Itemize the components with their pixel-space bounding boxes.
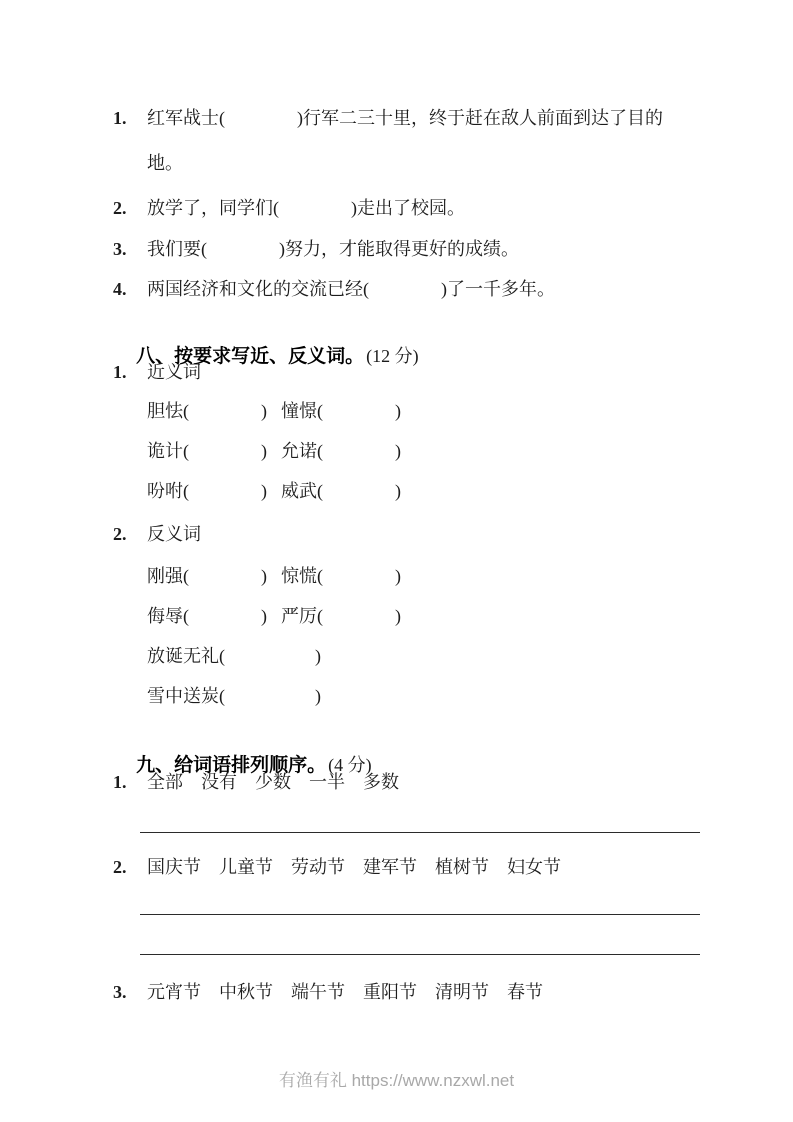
word-blank: 允诺( ) [281,441,401,461]
answer-line [140,954,700,955]
fill-item-2 [113,195,465,221]
word-blank: 惊慌( ) [281,566,401,586]
item-number: 3. [113,239,127,259]
word-blank: 憧憬( ) [281,401,401,421]
word-blank: 胆怯( ) [147,401,267,421]
item-number: 2. [113,198,127,218]
order-item-3 [113,979,543,1005]
word-blank: 刚强( ) [147,566,267,586]
item-number: 1. [113,362,127,382]
antonym-row-1 [147,563,401,589]
synonyms-label: 近义词 [147,362,201,382]
item-number: 4. [113,279,127,299]
section-eight-title: 八、按要求写近、反义词。 [136,346,365,367]
section-nine-title: 九、给词语排列顺序。 [136,755,327,776]
synonym-row-1 [147,398,401,424]
antonym-long-row-1 [147,643,321,669]
item-text: 两国经济和文化的交流已经( )了一千多年。 [147,279,555,299]
fill-item-3 [113,236,519,262]
item-number: 2. [113,857,127,877]
answer-line [140,832,700,833]
item-number: 2. [113,524,127,544]
antonym-row-2 [147,603,401,629]
order-item-1 [113,769,399,795]
antonym-long-row-2 [147,683,321,709]
fill-item-1 [113,105,663,131]
synonyms-label-row [113,359,201,385]
item-text: 我们要( )努力，才能取得更好的成绩。 [147,239,519,259]
word-blank: 侮辱( ) [147,606,267,626]
section-nine-score: (4 分) [328,755,372,775]
synonym-row-2 [147,438,401,464]
word-blank: 雪中送炭( ) [147,686,321,706]
antonyms-label: 反义词 [147,524,201,544]
word-blank: 放诞无礼( ) [147,646,321,666]
word-list: 国庆节 儿童节 劳动节 建军节 植树节 妇女节 [147,857,561,877]
word-blank: 严厉( ) [281,606,401,626]
word-blank: 诡计( ) [147,441,267,461]
item-number: 1. [113,108,127,128]
synonym-row-3 [147,478,401,504]
section-eight-score: (12 分) [366,346,419,366]
word-blank: 威武( ) [281,481,401,501]
fill-item-4 [113,276,555,302]
item-number: 1. [113,772,127,792]
item-text: 放学了，同学们( )走出了校园。 [147,198,465,218]
antonyms-label-row [113,521,201,547]
item-text: 红军战士( )行军二三十里，终于赶在敌人前面到达了目的 [147,108,663,128]
watermark-footer: 有渔有礼 https://www.nzxwl.net [278,1071,515,1090]
word-blank: 吩咐( ) [147,481,267,501]
word-list: 元宵节 中秋节 端午节 重阳节 清明节 春节 [147,982,543,1002]
answer-line [140,914,700,915]
word-list: 全部 没有 少数 一半 多数 [147,772,399,792]
item-number: 3. [113,982,127,1002]
order-item-2 [113,854,561,880]
fill-item-1-continuation: 地。 [147,153,183,173]
